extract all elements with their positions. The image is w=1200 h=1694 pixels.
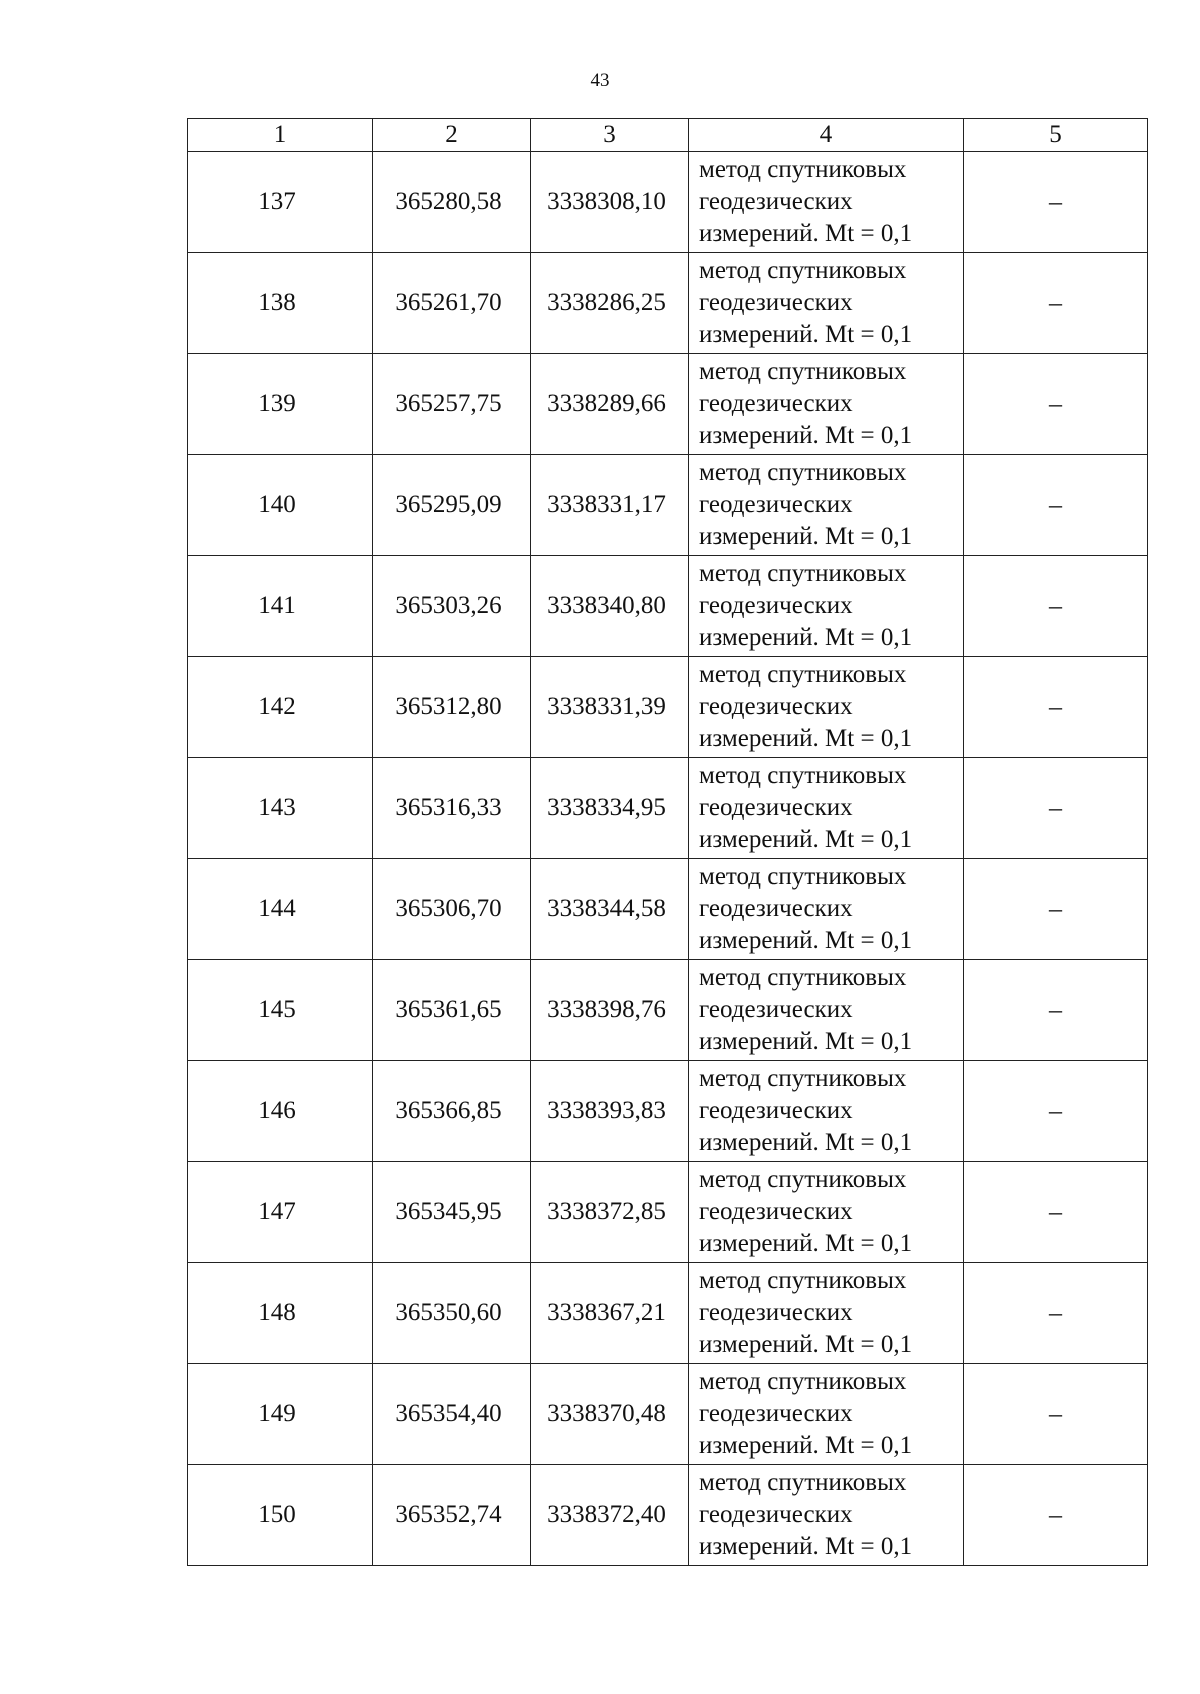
method-line: измерений. Mt = 0,1 [699,1331,913,1358]
point-number-cell: 143 [188,758,373,859]
x-coordinate-cell: 365361,65 [373,960,531,1061]
method-cell [689,1162,964,1263]
point-number-cell: 139 [188,354,373,455]
point-number-cell: 149 [188,1364,373,1465]
method-line: метод спутниковых [699,1065,907,1092]
method-line: измерений. Mt = 0,1 [699,725,913,752]
method-cell [689,1263,964,1364]
method-line: метод спутниковых [699,964,907,991]
method-line: геодезических [699,1097,853,1124]
table-row [188,1061,1148,1162]
table-row [188,1364,1148,1465]
point-number-cell: 141 [188,556,373,657]
method-line: геодезических [699,1501,853,1528]
method-line: метод спутниковых [699,661,907,688]
table-row [188,758,1148,859]
note-cell: – [964,152,1148,253]
method-line: метод спутниковых [699,1166,907,1193]
method-line: геодезических [699,895,853,922]
table-row [188,253,1148,354]
method-cell [689,1061,964,1162]
method-cell [689,556,964,657]
y-coordinate-cell: 3338289,66 [531,354,689,455]
page-number: 43 [590,70,610,91]
note-cell: – [964,960,1148,1061]
method-line: метод спутниковых [699,358,907,385]
x-coordinate-cell: 365303,26 [373,556,531,657]
note-cell: – [964,556,1148,657]
note-cell: – [964,758,1148,859]
method-cell [689,859,964,960]
y-coordinate-cell: 3338331,39 [531,657,689,758]
method-line: геодезических [699,693,853,720]
coordinates-table [187,118,1148,1566]
x-coordinate-cell: 365312,80 [373,657,531,758]
method-line: измерений. Mt = 0,1 [699,523,913,550]
method-line: метод спутниковых [699,1469,907,1496]
method-cell [689,152,964,253]
y-coordinate-cell: 3338340,80 [531,556,689,657]
method-line: метод спутниковых [699,257,907,284]
method-line: измерений. Mt = 0,1 [699,624,913,651]
point-number-cell: 147 [188,1162,373,1263]
table-row [188,354,1148,455]
header-row [188,119,1148,152]
method-line: метод спутниковых [699,459,907,486]
method-line: метод спутниковых [699,560,907,587]
method-cell [689,1465,964,1566]
note-cell: – [964,354,1148,455]
table-row [188,556,1148,657]
table-row [188,859,1148,960]
point-number-cell: 144 [188,859,373,960]
y-coordinate-cell: 3338398,76 [531,960,689,1061]
note-cell: – [964,455,1148,556]
method-cell [689,253,964,354]
method-line: геодезических [699,996,853,1023]
method-line: измерений. Mt = 0,1 [699,422,913,449]
x-coordinate-cell: 365352,74 [373,1465,531,1566]
y-coordinate-cell: 3338286,25 [531,253,689,354]
table-header [188,119,1148,152]
method-line: измерений. Mt = 0,1 [699,1230,913,1257]
method-line: метод спутниковых [699,156,907,183]
method-line: измерений. Mt = 0,1 [699,1432,913,1459]
method-line: геодезических [699,390,853,417]
method-line: измерений. Mt = 0,1 [699,826,913,853]
header-col-1: 1 [188,119,373,152]
method-line: геодезических [699,289,853,316]
note-cell: – [964,253,1148,354]
note-cell: – [964,1061,1148,1162]
y-coordinate-cell: 3338331,17 [531,455,689,556]
note-cell: – [964,657,1148,758]
method-line: метод спутниковых [699,762,907,789]
coordinates-table-container [187,118,1147,1566]
table-row [188,960,1148,1061]
method-line: геодезических [699,491,853,518]
method-cell [689,354,964,455]
x-coordinate-cell: 365316,33 [373,758,531,859]
note-cell: – [964,1263,1148,1364]
method-line: геодезических [699,1198,853,1225]
method-line: геодезических [699,1299,853,1326]
point-number-cell: 142 [188,657,373,758]
y-coordinate-cell: 3338370,48 [531,1364,689,1465]
y-coordinate-cell: 3338393,83 [531,1061,689,1162]
header-col-4: 4 [689,119,964,152]
table-row [188,657,1148,758]
method-line: геодезических [699,592,853,619]
method-cell [689,455,964,556]
method-cell [689,1364,964,1465]
method-line: измерений. Mt = 0,1 [699,927,913,954]
method-line: измерений. Mt = 0,1 [699,1129,913,1156]
table-row [188,152,1148,253]
method-line: метод спутниковых [699,1267,907,1294]
header-col-2: 2 [373,119,531,152]
point-number-cell: 148 [188,1263,373,1364]
note-cell: – [964,1162,1148,1263]
method-line: измерений. Mt = 0,1 [699,321,913,348]
method-cell [689,758,964,859]
point-number-cell: 145 [188,960,373,1061]
method-line: измерений. Mt = 0,1 [699,1028,913,1055]
method-line: геодезических [699,1400,853,1427]
y-coordinate-cell: 3338372,40 [531,1465,689,1566]
method-line: метод спутниковых [699,1368,907,1395]
x-coordinate-cell: 365295,09 [373,455,531,556]
x-coordinate-cell: 365280,58 [373,152,531,253]
method-cell [689,657,964,758]
x-coordinate-cell: 365257,75 [373,354,531,455]
method-line: измерений. Mt = 0,1 [699,1533,913,1560]
table-row [188,455,1148,556]
point-number-cell: 150 [188,1465,373,1566]
note-cell: – [964,1465,1148,1566]
x-coordinate-cell: 365261,70 [373,253,531,354]
header-col-3: 3 [531,119,689,152]
method-cell [689,960,964,1061]
x-coordinate-cell: 365354,40 [373,1364,531,1465]
y-coordinate-cell: 3338334,95 [531,758,689,859]
note-cell: – [964,1364,1148,1465]
y-coordinate-cell: 3338367,21 [531,1263,689,1364]
point-number-cell: 146 [188,1061,373,1162]
point-number-cell: 138 [188,253,373,354]
table-row [188,1465,1148,1566]
method-line: геодезических [699,794,853,821]
x-coordinate-cell: 365345,95 [373,1162,531,1263]
header-col-5: 5 [964,119,1148,152]
point-number-cell: 140 [188,455,373,556]
y-coordinate-cell: 3338308,10 [531,152,689,253]
table-row [188,1263,1148,1364]
method-line: геодезических [699,188,853,215]
point-number-cell: 137 [188,152,373,253]
x-coordinate-cell: 365350,60 [373,1263,531,1364]
note-cell: – [964,859,1148,960]
table-row [188,1162,1148,1263]
method-line: метод спутниковых [699,863,907,890]
table-body [188,152,1148,1566]
x-coordinate-cell: 365366,85 [373,1061,531,1162]
method-line: измерений. Mt = 0,1 [699,220,913,247]
y-coordinate-cell: 3338372,85 [531,1162,689,1263]
y-coordinate-cell: 3338344,58 [531,859,689,960]
x-coordinate-cell: 365306,70 [373,859,531,960]
